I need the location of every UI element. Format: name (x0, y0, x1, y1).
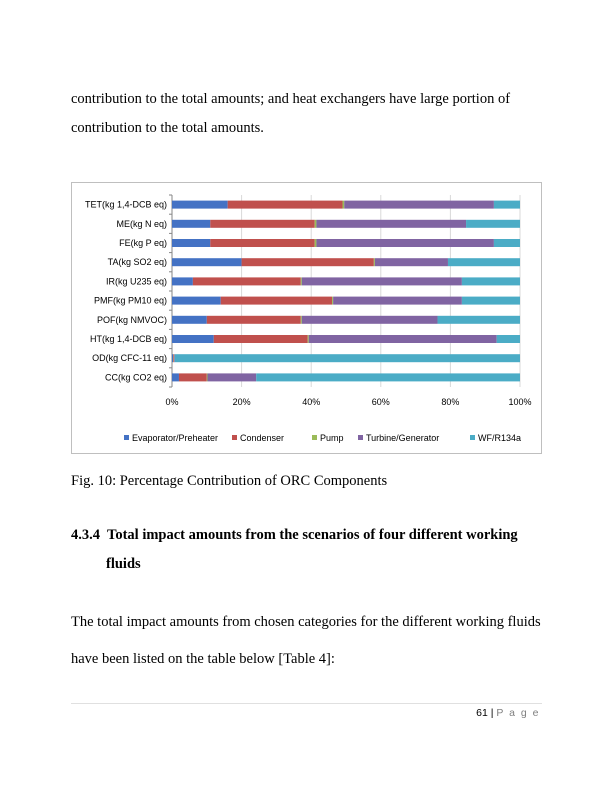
bar-segment (207, 373, 208, 381)
bar-segment (343, 201, 345, 209)
paragraph-line: contribution to the total amounts; and heat exchangers have large portion of (71, 91, 511, 107)
bar-segment (173, 354, 174, 362)
bar-segment (172, 316, 207, 324)
section-heading (71, 528, 518, 543)
category-label: TET(kg 1,4-DCB eq) (84, 199, 167, 210)
category-label: PMF(kg PM10 eq) (93, 295, 167, 306)
bar-segment (175, 354, 520, 362)
page-word: P a g e (496, 707, 540, 719)
bar-segment (172, 201, 228, 209)
figure-caption: Fig. 10: Percentage Contribution of ORC Components (71, 473, 388, 489)
legend-swatch (312, 435, 317, 440)
x-tick-label: 100% (508, 397, 532, 407)
category-label: POF(kg NMVOC) (96, 314, 167, 325)
bar-segment (315, 220, 317, 228)
page-number: 61 (476, 707, 488, 719)
category-label: TA(kg SO2 eq) (107, 257, 167, 268)
bar-segment (210, 239, 314, 247)
bar-segment (308, 335, 309, 343)
legend-label: WF/R134a (478, 433, 522, 443)
bar-segment (438, 316, 520, 324)
bar-segment (315, 239, 317, 247)
bar-segment (309, 335, 497, 343)
bar-segment (193, 277, 301, 285)
paragraph-line: contribution to the total amounts. (71, 120, 264, 136)
bar-segment (256, 373, 520, 381)
bar-segment (494, 201, 520, 209)
category-label: HT(kg 1,4-DCB eq) (89, 334, 167, 344)
category-label: FE(kg P eq) (119, 238, 167, 248)
bar-segment (210, 220, 314, 228)
bar-segment (462, 297, 520, 305)
chart-canvas (72, 183, 543, 455)
footer-rule (71, 703, 542, 704)
bar-segment (332, 297, 333, 305)
bar-segment (316, 239, 493, 247)
bar-segment (448, 258, 520, 266)
paragraph-line: The total impact amounts from chosen categories for the different working fluids (71, 614, 541, 630)
stacked-bar-chart (71, 182, 542, 454)
category-label: ME(kg N eq) (116, 218, 167, 229)
bar-segment (242, 258, 374, 266)
section-number: 4.3.4 (71, 527, 100, 543)
legend-label: Condenser (240, 433, 285, 443)
legend-swatch (358, 435, 363, 440)
legend-swatch (124, 435, 129, 440)
bar-segment (302, 316, 438, 324)
x-tick-label: 80% (441, 397, 460, 407)
paragraph-line: have been listed on the table below [Table 4]: (71, 651, 335, 667)
section-title-line2: fluids (106, 556, 141, 572)
bar-segment (172, 354, 173, 362)
legend-label: Evaporator/Preheater (132, 433, 219, 443)
category-label: OD(kg CFC-11 eq) (92, 353, 167, 364)
bar-segment (228, 201, 343, 209)
bar-segment (172, 335, 214, 343)
bar-segment (207, 373, 256, 381)
bar-segment (172, 297, 221, 305)
bar-segment (374, 258, 375, 266)
x-tick-label: 60% (371, 397, 390, 407)
bar-segment (207, 316, 301, 324)
bar-segment (344, 201, 494, 209)
bar-segment (172, 373, 179, 381)
bar-segment (302, 277, 462, 285)
bar-segment (174, 354, 175, 362)
legend-label: Turbine/Generator (366, 433, 440, 443)
bar-segment (462, 277, 520, 285)
x-tick-label: 0% (165, 397, 179, 407)
bar-segment (172, 258, 242, 266)
legend-label: Pump (320, 433, 344, 443)
bar-segment (301, 316, 302, 324)
bar-segment (375, 258, 448, 266)
section-title-line1: Total impact amounts from the scenarios of four different working (107, 527, 518, 543)
legend-swatch (470, 435, 475, 440)
bar-segment (494, 239, 520, 247)
footer-separator: | (490, 707, 494, 719)
legend-swatch (232, 435, 237, 440)
bar-segment (172, 277, 193, 285)
category-label: CC(kg CO2 eq) (104, 372, 167, 383)
bar-segment (179, 373, 207, 381)
bar-segment (172, 239, 210, 247)
bar-segment (316, 220, 466, 228)
bar-segment (301, 277, 302, 285)
bar-segment (214, 335, 308, 343)
x-tick-label: 40% (302, 397, 321, 407)
page-footer (476, 707, 540, 719)
bar-segment (333, 297, 462, 305)
bar-segment (172, 220, 210, 228)
category-label: IR(kg U235 eq) (105, 276, 167, 287)
x-tick-label: 20% (232, 397, 251, 407)
bar-segment (497, 335, 520, 343)
bar-segment (466, 220, 520, 228)
bar-segment (221, 297, 332, 305)
